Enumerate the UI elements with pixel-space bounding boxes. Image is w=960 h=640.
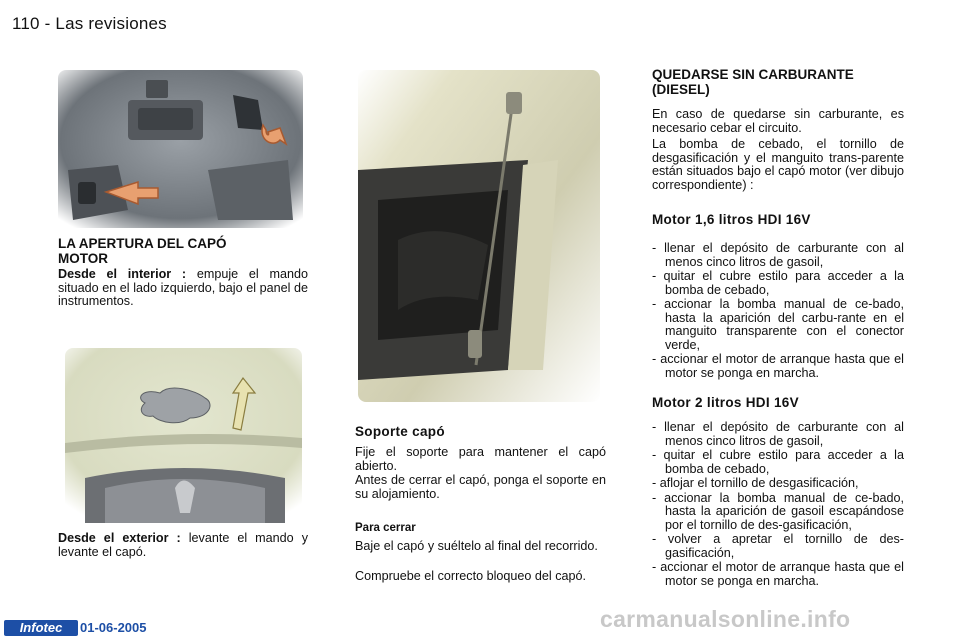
engine-16-steps [652,242,904,381]
interior-release-illustration [58,70,303,228]
engine-16-step: - llenar el depósito de carburante con al menos cinco litros de gasoil, [652,242,904,269]
edition-date: 01-06-2005 [80,620,147,635]
engine-20-step: - accionar el motor de arranque hasta que el motor se ponga en marcha. [652,561,904,588]
hood-opening-heading: LA APERTURA DEL CAPÓ MOTOR [58,236,227,266]
hood-support-text-1: Fije el soporte para mantener el capó abierto. [355,445,606,473]
engine-20-step: - aflojar el tornillo de desgasificación, [652,477,904,491]
inside-label: Desde el interior : [58,267,187,281]
engine-20-step: - volver a apretar el tornillo de des-gasificación, [652,533,904,560]
engine-20-steps [652,421,904,589]
engine-16-heading: Motor 1,6 litros HDI 16V [652,212,811,227]
page-title: 110 - Las revisiones [12,14,167,33]
exterior-release-photo [65,348,302,523]
watermark: carmanualsonline.info [600,606,851,632]
inside-instruction: empuje el mando situado en el lado izquierdo, bajo el panel de instrumentos. [58,267,308,308]
fuel-out-heading: QUEDARSE SIN CARBURANTE (DIESEL) [652,67,854,97]
fuel-out-text-2: La bomba de cebado, el tornillo de desgasificación y el manguito trans-parente están situados bajo el capó motor (ver dibujo correspondiente) : [652,137,904,192]
inside-release-text [58,268,308,309]
engine-16-step: - quitar el cubre estilo para acceder a la bomba de cebado, [652,270,904,297]
engine-16-step: - accionar la bomba manual de ce-bado, hasta la aparición del carbu-rante en el manguito transparente con el conector verde, [652,298,904,352]
outside-label: Desde el exterior : [58,531,181,545]
outside-instruction: levante el mando y levante el capó. [58,531,308,559]
closing-subheading: Para cerrar [355,522,416,534]
exterior-release-illustration [65,348,302,523]
hood-support-illustration [358,70,600,402]
engine-20-step: - accionar la bomba manual de ce-bado, hasta la aparición de gasoil escapándose por el tornillo de des-gasificación, [652,492,904,533]
interior-release-photo [58,70,303,228]
engine-20-heading: Motor 2 litros HDI 16V [652,395,799,410]
closing-text-2: Compruebe el correcto bloqueo del capó. [355,569,587,583]
hood-support-heading: Soporte capó [355,424,445,439]
fuel-out-text-1: En caso de quedarse sin carburante, es necesario cebar el circuito. [652,107,904,135]
outside-release-text [58,532,308,559]
closing-text-1: Baje el capó y suéltelo al final del recorrido. [355,539,598,553]
hood-support-text-2: Antes de cerrar el capó, ponga el soporte en su alojamiento. [355,473,606,501]
engine-20-step: - quitar el cubre estilo para acceder a la bomba de cebado, [652,449,904,476]
engine-20-step: - llenar el depósito de carburante con al menos cinco litros de gasoil, [652,421,904,448]
engine-16-step: - accionar el motor de arranque hasta que el motor se ponga en marcha. [652,353,904,380]
infotec-logo: Infotec [4,620,78,636]
hood-support-photo [358,70,600,402]
